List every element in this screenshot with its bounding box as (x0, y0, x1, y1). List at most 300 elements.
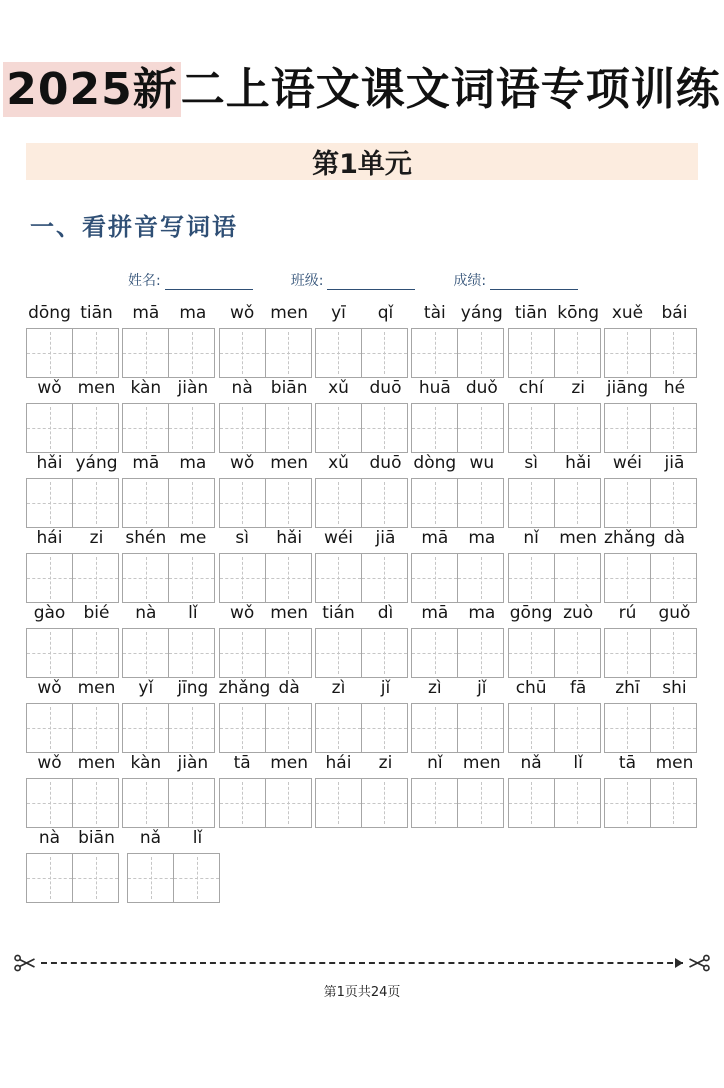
writing-box[interactable] (168, 703, 215, 753)
character-cell (73, 528, 120, 603)
pinyin-syllable: xǔ (328, 377, 349, 398)
writing-box[interactable] (361, 778, 408, 828)
info-field-label: 班级: (290, 272, 324, 289)
writing-box[interactable] (315, 553, 362, 603)
writing-box[interactable] (315, 778, 362, 828)
writing-box[interactable] (361, 703, 408, 753)
character-cell (508, 753, 555, 828)
writing-box[interactable] (72, 328, 119, 378)
writing-box[interactable] (650, 328, 697, 378)
writing-box[interactable] (173, 853, 220, 903)
writing-box[interactable] (411, 778, 458, 828)
writing-box[interactable] (554, 553, 601, 603)
character-cell (26, 678, 73, 753)
pinyin-syllable: nà (38, 827, 61, 848)
pinyin-syllable: sì (235, 527, 249, 548)
character-cell (169, 753, 216, 828)
character-cell (651, 678, 698, 753)
writing-box[interactable] (265, 628, 312, 678)
pinyin-syllable: jīng (177, 677, 209, 698)
pinyin-syllable: yǐ (138, 677, 154, 698)
writing-box[interactable] (315, 328, 362, 378)
character-cell (169, 303, 216, 378)
writing-box[interactable] (122, 403, 169, 453)
student-info-line (128, 272, 724, 290)
writing-box[interactable] (604, 553, 651, 603)
character-cell (555, 528, 602, 603)
writing-box[interactable] (508, 553, 555, 603)
pinyin-syllable: nǐ (523, 527, 539, 548)
character-cell (266, 528, 313, 603)
pinyin-syllable: biān (78, 827, 115, 848)
writing-box[interactable] (265, 778, 312, 828)
pinyin-syllable: yáng (460, 302, 503, 323)
writing-box[interactable] (457, 553, 504, 603)
writing-box[interactable] (457, 478, 504, 528)
character-cell (458, 603, 505, 678)
word-pair (604, 753, 698, 828)
writing-box[interactable] (122, 778, 169, 828)
writing-box[interactable] (315, 403, 362, 453)
pinyin-syllable: wǒ (37, 377, 62, 398)
info-field-blank[interactable] (327, 274, 415, 290)
pinyin-syllable: xǔ (328, 452, 349, 473)
writing-box[interactable] (219, 703, 266, 753)
pinyin-syllable: men (462, 752, 501, 773)
character-cell (458, 678, 505, 753)
writing-box[interactable] (168, 328, 215, 378)
pinyin-syllable: dòng (413, 452, 457, 473)
writing-box[interactable] (411, 328, 458, 378)
pinyin-syllable: dōng (28, 302, 71, 323)
character-cell (362, 453, 409, 528)
pinyin-syllable: jiàn (177, 752, 209, 773)
writing-box[interactable] (168, 628, 215, 678)
pinyin-syllable: chí (518, 377, 544, 398)
word-pair (604, 603, 698, 678)
character-cell (266, 603, 313, 678)
pinyin-syllable: fā (569, 677, 587, 698)
character-cell (508, 378, 555, 453)
pinyin-syllable: qǐ (377, 302, 394, 323)
word-pair (122, 678, 216, 753)
character-cell (219, 303, 266, 378)
character-cell (219, 378, 266, 453)
pinyin-syllable: jiàn (177, 377, 209, 398)
writing-box[interactable] (168, 478, 215, 528)
character-cell (73, 678, 120, 753)
character-cell (315, 453, 362, 528)
writing-box[interactable] (26, 853, 73, 903)
pinyin-syllable: nà (231, 377, 253, 398)
word-pair (315, 453, 409, 528)
writing-box[interactable] (315, 703, 362, 753)
writing-box[interactable] (265, 703, 312, 753)
character-cell (122, 528, 169, 603)
character-cell (169, 453, 216, 528)
writing-box[interactable] (554, 778, 601, 828)
writing-box[interactable] (508, 703, 555, 753)
pinyin-syllable: wéi (612, 452, 643, 473)
word-pair (26, 753, 120, 828)
word-pair (411, 453, 505, 528)
character-cell (26, 378, 73, 453)
pinyin-syllable: mā (132, 452, 160, 473)
pinyin-syllable: wǒ (37, 677, 62, 698)
writing-box[interactable] (26, 778, 73, 828)
pinyin-syllable: dà (278, 677, 300, 698)
writing-box[interactable] (361, 328, 408, 378)
writing-box[interactable] (315, 628, 362, 678)
writing-box[interactable] (604, 478, 651, 528)
writing-box[interactable] (219, 628, 266, 678)
word-pair (26, 378, 120, 453)
writing-box[interactable] (219, 403, 266, 453)
pinyin-syllable: men (270, 752, 309, 773)
character-cell (219, 603, 266, 678)
grid-row (26, 753, 698, 828)
pinyin-syllable: nà (135, 602, 157, 623)
writing-box[interactable] (72, 853, 119, 903)
writing-box[interactable] (457, 778, 504, 828)
worksheet-title (0, 64, 724, 117)
writing-box[interactable] (650, 478, 697, 528)
writing-box[interactable] (168, 778, 215, 828)
info-field (291, 270, 416, 290)
writing-box[interactable] (650, 403, 697, 453)
writing-box[interactable] (508, 628, 555, 678)
writing-box[interactable] (26, 703, 73, 753)
character-cell (508, 303, 555, 378)
word-pair (26, 678, 120, 753)
character-cell (411, 753, 458, 828)
info-field-blank[interactable] (490, 274, 578, 290)
character-cell (26, 528, 73, 603)
pinyin-syllable: wǒ (230, 602, 255, 623)
page-number: 第1页共24页 (323, 984, 401, 1000)
pinyin-syllable: tiān (80, 302, 113, 323)
word-pair (122, 378, 216, 453)
writing-box[interactable] (26, 328, 73, 378)
grid-row (26, 453, 698, 528)
character-cell (362, 678, 409, 753)
character-cell (218, 677, 271, 753)
writing-box[interactable] (168, 403, 215, 453)
writing-box[interactable] (361, 553, 408, 603)
character-cell (508, 453, 555, 528)
writing-box[interactable] (168, 553, 215, 603)
pinyin-syllable: gào (33, 602, 66, 623)
character-cell (26, 603, 73, 678)
character-cell (458, 528, 505, 603)
writing-box[interactable] (508, 478, 555, 528)
writing-box[interactable] (650, 778, 697, 828)
writing-box[interactable] (72, 478, 119, 528)
character-cell (73, 603, 120, 678)
writing-box[interactable] (72, 553, 119, 603)
pinyin-syllable: wǒ (230, 452, 255, 473)
writing-box[interactable] (72, 628, 119, 678)
pinyin-syllable: wéi (323, 527, 354, 548)
writing-box[interactable] (604, 328, 651, 378)
writing-box[interactable] (554, 628, 601, 678)
writing-box[interactable] (219, 328, 266, 378)
writing-box[interactable] (457, 703, 504, 753)
character-cell (122, 453, 169, 528)
writing-box[interactable] (411, 553, 458, 603)
character-cell (604, 453, 651, 528)
writing-box[interactable] (411, 403, 458, 453)
word-pair (122, 753, 216, 828)
writing-box[interactable] (219, 553, 266, 603)
writing-box[interactable] (508, 778, 555, 828)
writing-box[interactable] (219, 778, 266, 828)
pinyin-syllable: zhǎng (218, 677, 271, 698)
pinyin-syllable: zhǎng (603, 527, 656, 548)
writing-box[interactable] (219, 478, 266, 528)
word-pair (127, 828, 221, 903)
pinyin-syllable: tā (618, 752, 637, 773)
pinyin-syllable: chū (515, 677, 547, 698)
writing-box[interactable] (361, 403, 408, 453)
writing-box[interactable] (508, 328, 555, 378)
pinyin-syllable: men (655, 752, 694, 773)
writing-box[interactable] (122, 628, 169, 678)
character-cell (604, 603, 651, 678)
pinyin-syllable: biān (270, 377, 308, 398)
pinyin-syllable: nǐ (427, 752, 443, 773)
word-pair (315, 303, 409, 378)
pinyin-syllable: yáng (75, 452, 118, 473)
character-cell (458, 303, 505, 378)
pinyin-syllable: xuě (611, 302, 644, 323)
writing-box[interactable] (411, 703, 458, 753)
writing-box[interactable] (26, 628, 73, 678)
word-pair (604, 678, 698, 753)
word-pair (604, 303, 698, 378)
writing-box[interactable] (26, 478, 73, 528)
pinyin-syllable: wǒ (230, 302, 255, 323)
word-pair (411, 678, 505, 753)
writing-box[interactable] (411, 478, 458, 528)
writing-box[interactable] (122, 328, 169, 378)
grid-row (26, 378, 698, 453)
character-cell (651, 528, 698, 603)
character-cell (555, 678, 602, 753)
pinyin-syllable: ma (468, 527, 496, 548)
pinyin-syllable: guǒ (658, 602, 691, 623)
pinyin-syllable: kōng (557, 302, 600, 323)
word-pair (26, 603, 120, 678)
character-cell (266, 678, 313, 753)
pinyin-syllable: hé (663, 377, 686, 398)
pinyin-syllable: shén (125, 527, 167, 548)
pinyin-syllable: dì (377, 602, 394, 623)
writing-box[interactable] (265, 478, 312, 528)
word-pair (122, 303, 216, 378)
word-pair (411, 528, 505, 603)
writing-box[interactable] (122, 478, 169, 528)
character-cell (651, 378, 698, 453)
pinyin-syllable: jiā (375, 527, 396, 548)
writing-box[interactable] (604, 778, 651, 828)
character-cell (411, 378, 458, 453)
writing-box[interactable] (457, 403, 504, 453)
pinyin-syllable: mā (132, 302, 160, 323)
writing-box[interactable] (554, 703, 601, 753)
writing-box[interactable] (26, 553, 73, 603)
pinyin-syllable: huā (418, 377, 451, 398)
cut-line (14, 954, 710, 972)
character-cell (219, 753, 266, 828)
pinyin-syllable: tài (423, 302, 446, 323)
character-cell (315, 528, 362, 603)
writing-box[interactable] (361, 628, 408, 678)
character-cell (26, 303, 73, 378)
writing-box[interactable] (508, 403, 555, 453)
writing-box[interactable] (457, 628, 504, 678)
character-cell (169, 603, 216, 678)
character-cell (555, 453, 602, 528)
writing-box[interactable] (604, 628, 651, 678)
writing-box[interactable] (554, 403, 601, 453)
grid-row (26, 828, 698, 903)
pinyin-syllable: men (77, 377, 116, 398)
character-cell (651, 753, 698, 828)
character-cell (411, 453, 458, 528)
worksheet-page (0, 64, 724, 1088)
character-cell (315, 753, 362, 828)
grid-row (26, 528, 698, 603)
character-cell (411, 303, 458, 378)
character-cell (122, 303, 169, 378)
pinyin-syllable: ma (179, 452, 207, 473)
info-field-label: 姓名: (128, 272, 161, 289)
word-pair (508, 303, 602, 378)
pinyin-syllable: ma (468, 602, 496, 623)
word-pair (508, 678, 602, 753)
pinyin-syllable: men (77, 752, 116, 773)
pinyin-syllable: me (179, 527, 207, 548)
pinyin-syllable: jiā (664, 452, 685, 473)
writing-box[interactable] (650, 628, 697, 678)
writing-box[interactable] (650, 553, 697, 603)
pinyin-syllable: men (77, 677, 116, 698)
pinyin-syllable: kàn (130, 377, 162, 398)
character-cell (73, 378, 120, 453)
character-cell (174, 828, 221, 903)
pinyin-syllable: men (270, 452, 309, 473)
info-field-label: 成绩: (453, 272, 487, 289)
character-cell (604, 753, 651, 828)
writing-box[interactable] (411, 628, 458, 678)
character-cell (362, 528, 409, 603)
word-pair (508, 378, 602, 453)
character-cell (26, 828, 73, 903)
pinyin-syllable: zhī (615, 677, 640, 698)
pinyin-syllable: hǎi (565, 452, 592, 473)
info-field-blank[interactable] (165, 274, 253, 290)
word-pair (411, 753, 505, 828)
word-pair (508, 603, 602, 678)
character-cell (169, 378, 216, 453)
writing-box[interactable] (26, 403, 73, 453)
writing-box[interactable] (315, 478, 362, 528)
writing-box[interactable] (650, 703, 697, 753)
character-cell (315, 678, 362, 753)
pinyin-syllable: zi (571, 377, 585, 398)
writing-box[interactable] (122, 703, 169, 753)
pinyin-syllable: jǐ (477, 677, 487, 698)
character-cell (266, 753, 313, 828)
character-cell (555, 753, 602, 828)
section-heading: 一、看拼音写词语 (30, 212, 238, 241)
pinyin-syllable: men (559, 527, 598, 548)
character-cell (122, 678, 169, 753)
character-cell (219, 453, 266, 528)
character-cell (315, 303, 362, 378)
word-pair (315, 378, 409, 453)
word-pair (315, 603, 409, 678)
pinyin-syllable: tiān (514, 302, 548, 323)
word-pair (508, 453, 602, 528)
writing-box[interactable] (265, 328, 312, 378)
writing-box[interactable] (265, 553, 312, 603)
cut-dash-line (41, 962, 683, 964)
character-cell (73, 303, 120, 378)
character-cell (458, 378, 505, 453)
writing-box[interactable] (554, 478, 601, 528)
pinyin-syllable: tián (322, 602, 355, 623)
pinyin-syllable: hǎi (36, 452, 63, 473)
grid-row (26, 678, 698, 753)
character-cell (603, 527, 656, 603)
pinyin-syllable: hái (36, 527, 63, 548)
character-cell (266, 378, 313, 453)
writing-box[interactable] (604, 403, 651, 453)
character-cell (73, 753, 120, 828)
writing-box[interactable] (457, 328, 504, 378)
word-pair (219, 753, 313, 828)
word-pair (26, 528, 120, 603)
word-pair (411, 303, 505, 378)
writing-box[interactable] (72, 403, 119, 453)
character-cell (26, 753, 73, 828)
word-pair (604, 528, 698, 603)
pinyin-syllable: wu (469, 452, 495, 473)
writing-box[interactable] (72, 703, 119, 753)
pinyin-syllable: lǐ (188, 602, 198, 623)
pinyin-syllable: jiāng (606, 377, 649, 398)
writing-box[interactable] (554, 328, 601, 378)
character-cell (508, 528, 555, 603)
writing-box[interactable] (72, 778, 119, 828)
word-pair (411, 378, 505, 453)
writing-box[interactable] (361, 478, 408, 528)
writing-box[interactable] (122, 553, 169, 603)
writing-box[interactable] (265, 403, 312, 453)
word-pair (219, 453, 313, 528)
pinyin-syllable: nǎ (139, 827, 162, 848)
writing-box[interactable] (604, 703, 651, 753)
word-pair (219, 678, 313, 753)
title-highlight: 2025新 (3, 62, 180, 117)
character-cell (458, 753, 505, 828)
character-cell (555, 378, 602, 453)
character-cell (362, 753, 409, 828)
word-pair (604, 453, 698, 528)
writing-box[interactable] (127, 853, 174, 903)
